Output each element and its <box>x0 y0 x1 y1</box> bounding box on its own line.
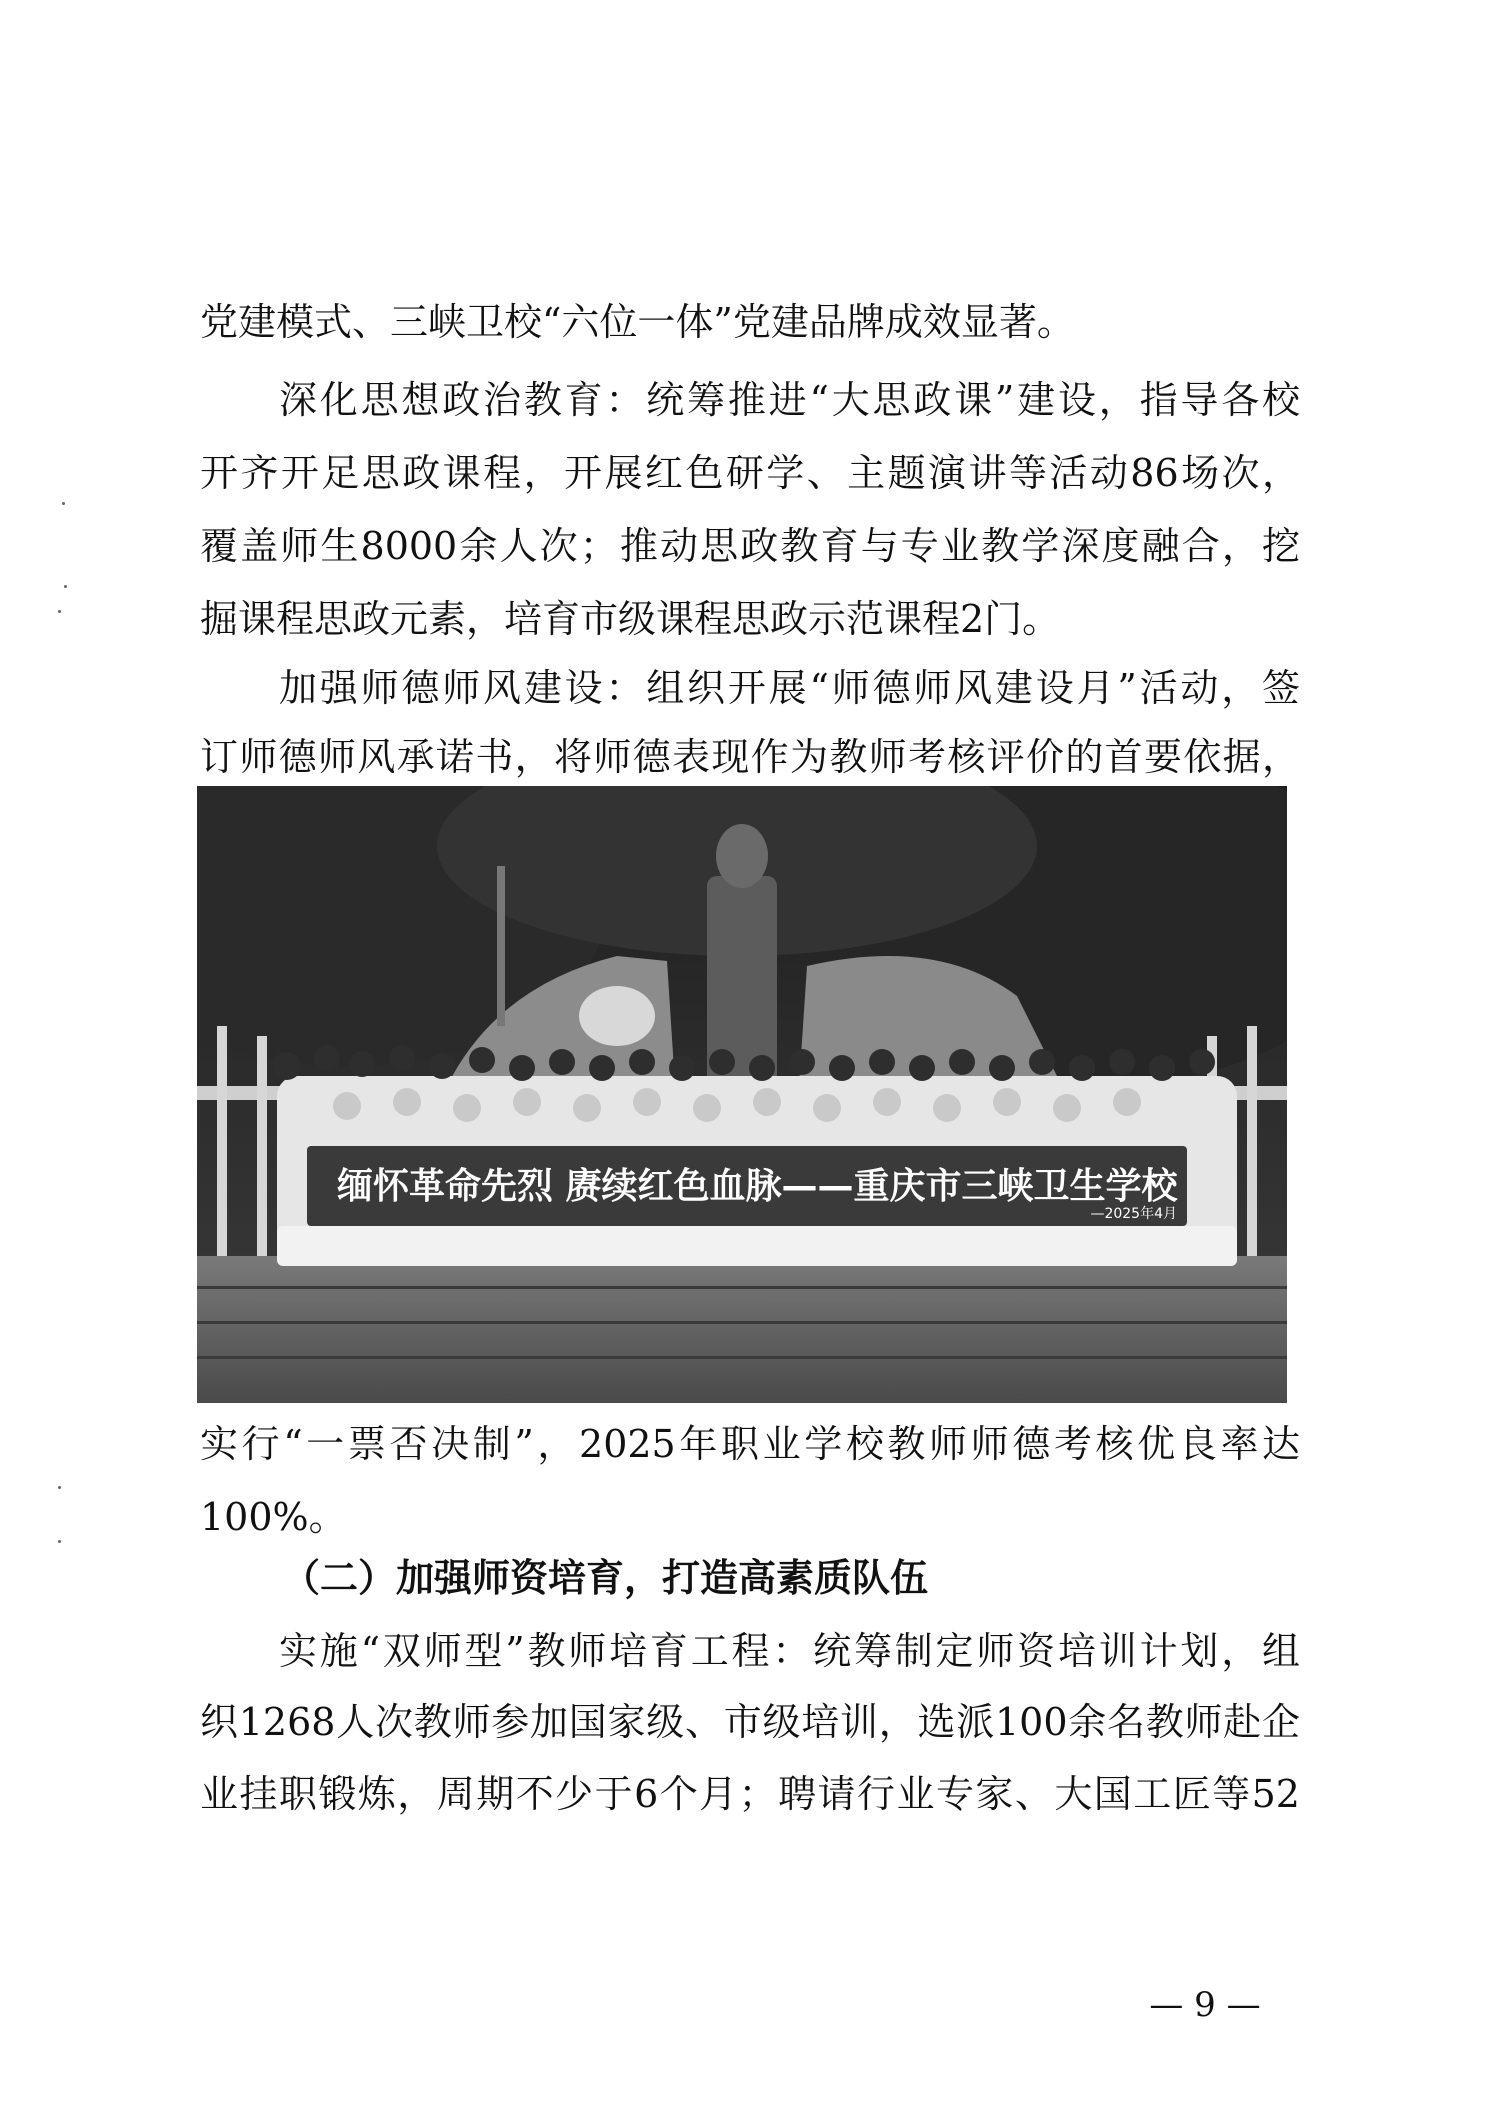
body-line: 深化思想政治教育：统筹推进“大思政课”建设，指导各校 <box>279 378 1300 422</box>
group-photo <box>197 786 1287 1403</box>
body-line: 实行“一票否决制”，2025年职业学校教师师德考核优良率达 <box>200 1422 1300 1466</box>
scan-speck <box>64 585 67 588</box>
body-line: 订师德师风承诺书，将师德表现作为教师考核评价的首要依据， <box>200 735 1300 779</box>
scan-speck <box>58 1486 61 1489</box>
stairs <box>197 1256 1287 1403</box>
statue-head <box>716 824 768 888</box>
scan-speck <box>58 1540 61 1543</box>
body-line: 掘课程思政元素，培育市级课程思政示范课程2门。 <box>200 597 1061 641</box>
body-line: 实施“双师型”教师培育工程：统筹制定师资培训计划，组 <box>279 1629 1300 1673</box>
scan-speck <box>62 502 65 505</box>
emblem-icon <box>579 986 655 1046</box>
section-heading: （二）加强师资培育，打造高素质队伍 <box>282 1556 929 1600</box>
body-line: 覆盖师生8000余人次；推动思政教育与专业教学深度融合，挖 <box>200 524 1300 568</box>
body-line: 开齐开足思政课程，开展红色研学、主题演讲等活动86场次， <box>200 451 1300 495</box>
body-line: 业挂职锻炼，周期不少于6个月；聘请行业专家、大国工匠等52 <box>200 1772 1300 1816</box>
body-line: 党建模式、三峡卫校“六位一体”党建品牌成效显著。 <box>200 300 1075 344</box>
body-line: 织1268人次教师参加国家级、市级培训，选派100余名教师赴企 <box>200 1700 1300 1744</box>
banner-date: —2025年4月 <box>1090 1206 1177 1222</box>
body-line: 加强师德师风建设：组织开展“师德师风建设月”活动，签 <box>279 666 1300 710</box>
scan-speck <box>58 610 61 613</box>
page-number: — 9 — <box>1149 1985 1261 2025</box>
banner-text: 缅怀革命先烈 赓续红色血脉——重庆市三峡卫生学校 <box>337 1166 1178 1207</box>
group-photo-svg <box>197 786 1287 1403</box>
body-line: 100%。 <box>200 1495 347 1539</box>
